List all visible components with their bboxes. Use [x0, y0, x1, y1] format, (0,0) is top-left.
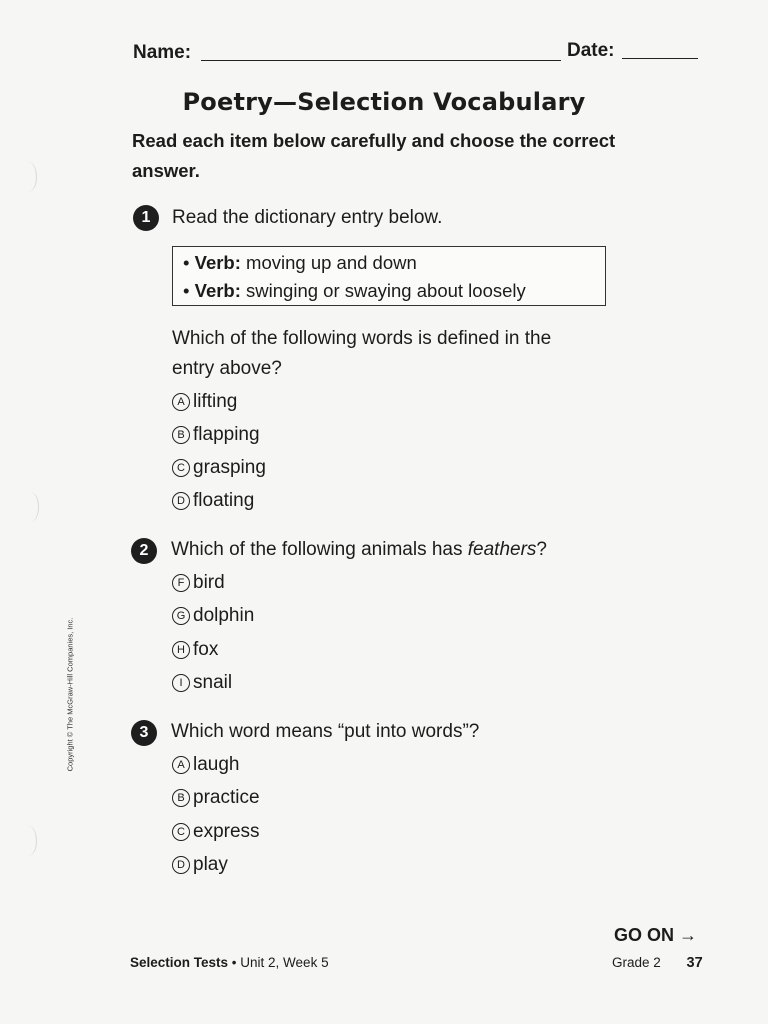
- copyright-notice: Copyright © The McGraw-Hill Companies, Inc.: [65, 617, 75, 772]
- question-3-number: 3: [131, 720, 157, 746]
- dictionary-definition: swinging or swaying about loosely: [246, 280, 526, 301]
- question-2-prompt: [171, 535, 547, 565]
- question-2-prompt-start: Which of the following animals has: [171, 539, 468, 560]
- option-2g[interactable]: [172, 604, 254, 628]
- answer-bubble-icon[interactable]: B: [172, 789, 190, 807]
- question-2-prompt-italic: feathers: [467, 539, 537, 560]
- dictionary-pos: Verb:: [194, 252, 241, 273]
- answer-bubble-icon[interactable]: G: [172, 607, 190, 625]
- question-2-prompt-end: ?: [536, 539, 547, 560]
- option-text: play: [193, 854, 228, 875]
- instructions: Read each item below carefully and choose the correct answer.: [132, 130, 616, 181]
- option-3b[interactable]: [172, 786, 260, 810]
- bullet-icon: •: [183, 252, 195, 273]
- answer-bubble-icon[interactable]: A: [172, 393, 190, 411]
- name-label: Name:: [133, 42, 192, 63]
- option-2i[interactable]: [172, 671, 232, 695]
- question-1-prompt: Read the dictionary entry below.: [172, 207, 443, 228]
- footer-grade: Grade 2: [612, 955, 661, 970]
- option-text: grasping: [193, 457, 266, 478]
- go-on-label: GO ON: [614, 925, 675, 945]
- question-1-text-line1: Which of the following words is defined in the: [172, 328, 552, 349]
- option-text: dolphin: [193, 605, 255, 626]
- question-1-number: 1: [133, 205, 159, 231]
- option-text: fox: [193, 639, 219, 660]
- question-2-number: 2: [131, 538, 157, 564]
- option-text: lifting: [193, 391, 238, 412]
- footer-page-info: [612, 955, 703, 971]
- punch-hole-bottom: [20, 826, 37, 856]
- punch-hole-middle: [22, 492, 39, 522]
- date-field[interactable]: [622, 58, 698, 59]
- answer-bubble-icon[interactable]: D: [172, 492, 190, 510]
- option-2f[interactable]: [172, 571, 225, 595]
- arrow-right-icon: →: [679, 925, 698, 945]
- answer-bubble-icon[interactable]: C: [172, 459, 190, 477]
- dictionary-row-1: [183, 252, 417, 274]
- option-text: laugh: [193, 754, 240, 775]
- go-on-indicator: [614, 925, 697, 946]
- question-3-prompt: Which word means “put into words”?: [171, 721, 480, 742]
- option-3a[interactable]: [172, 753, 240, 777]
- option-1b[interactable]: [172, 423, 260, 447]
- footer-series: [130, 955, 329, 970]
- bullet-icon: •: [183, 280, 195, 301]
- dictionary-pos: Verb:: [194, 280, 241, 301]
- footer-series-title: Selection Tests: [130, 955, 229, 970]
- question-1-text-line2: entry above?: [172, 358, 282, 379]
- dictionary-row-2: [183, 280, 526, 302]
- option-1c[interactable]: [172, 456, 266, 480]
- page-title: Poetry—Selection Vocabulary: [182, 88, 586, 116]
- option-2h[interactable]: [172, 638, 218, 662]
- answer-bubble-icon[interactable]: D: [172, 856, 190, 874]
- footer-unit: Unit 2, Week 5: [240, 955, 329, 970]
- option-text: floating: [193, 490, 255, 511]
- punch-hole-top: [20, 162, 37, 192]
- date-label: Date:: [567, 40, 615, 61]
- option-text: express: [193, 821, 260, 842]
- answer-bubble-icon[interactable]: I: [172, 674, 190, 692]
- answer-bubble-icon[interactable]: F: [172, 574, 190, 592]
- option-1d[interactable]: [172, 489, 254, 513]
- option-3c[interactable]: [172, 820, 260, 844]
- answer-bubble-icon[interactable]: H: [172, 641, 190, 659]
- option-text: snail: [193, 672, 233, 693]
- name-field[interactable]: [201, 60, 561, 61]
- dictionary-entry-box: [172, 246, 606, 306]
- footer-separator: •: [228, 955, 241, 970]
- option-text: bird: [193, 572, 225, 593]
- option-3d[interactable]: [172, 853, 228, 877]
- option-text: practice: [193, 787, 260, 808]
- answer-bubble-icon[interactable]: A: [172, 756, 190, 774]
- dictionary-definition: moving up and down: [246, 252, 417, 273]
- answer-bubble-icon[interactable]: B: [172, 426, 190, 444]
- answer-bubble-icon[interactable]: C: [172, 823, 190, 841]
- option-1a[interactable]: [172, 390, 237, 414]
- option-text: flapping: [193, 424, 260, 445]
- page-number: 37: [686, 955, 703, 971]
